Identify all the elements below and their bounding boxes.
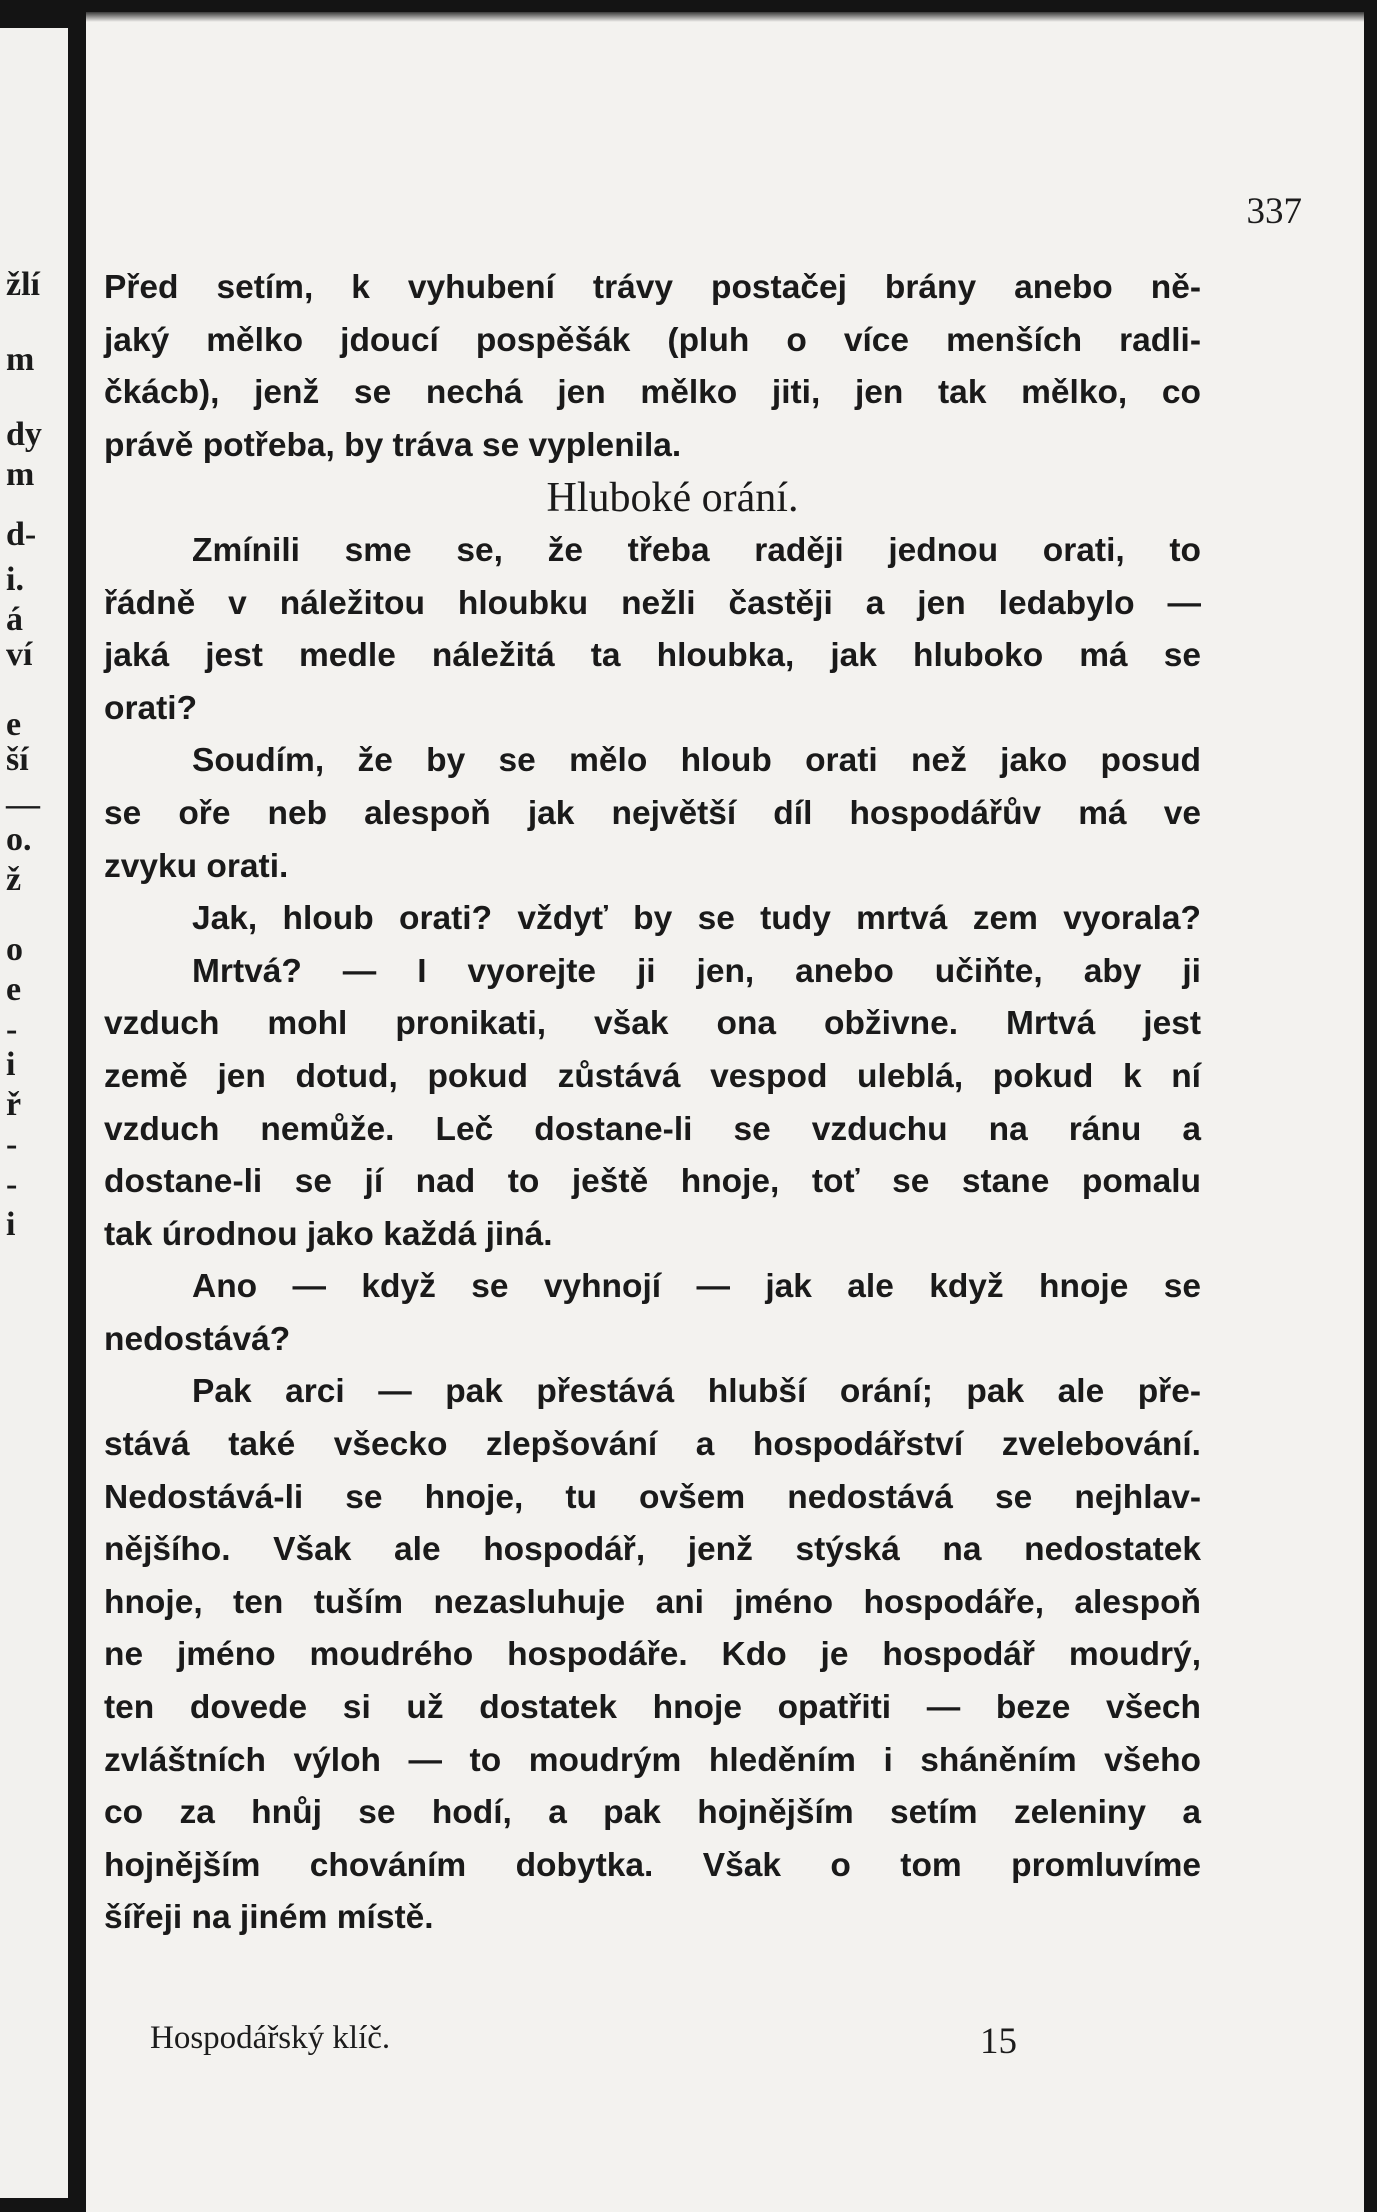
text-line: dostane-li se jí nad to ještě hnoje, toť se stane pomalu xyxy=(104,1163,1201,1201)
text-line: právě potřeba, by tráva se vyplenila. xyxy=(104,426,682,464)
left-page-edge-fragment: e xyxy=(6,971,22,1008)
text-line: Nedostává-li se hnoje, tu ovšem nedostává se nejhlav- xyxy=(104,1478,1201,1516)
left-page-edge-fragment: i xyxy=(6,1046,16,1083)
text-line: Jak, hloub orati? vždyť by se tudy mrtvá zem vyorala? xyxy=(192,900,1201,938)
left-page-edge-fragment: i. xyxy=(6,561,24,598)
left-page-edge-fragment: dy xyxy=(6,416,42,453)
text-line: Pak arci — pak přestává hlubší orání; pak ale pře- xyxy=(192,1373,1201,1411)
text-line: orati? xyxy=(104,689,198,727)
left-page-edge-fragment: - xyxy=(6,1011,18,1048)
left-page-edge-fragment: i xyxy=(6,1206,16,1243)
page-number: 337 xyxy=(1246,191,1302,232)
left-page-edge-fragment: - xyxy=(6,1166,18,1203)
text-line: země jen dotud, pokud zůstává vespod uleblá, pokud k ní xyxy=(104,1057,1201,1095)
text-line: nedostává? xyxy=(104,1320,291,1358)
text-line: hnoje, ten tuším nezasluhuje ani jméno hospodáře, alespoň xyxy=(104,1583,1201,1621)
left-page-edge-fragment: m xyxy=(6,456,35,493)
text-line: ten dovede si už dostatek hnoje opatřiti — beze všech xyxy=(104,1689,1201,1727)
text-line: Zmínili sme se, že třeba raději jednou orati, to xyxy=(192,531,1201,569)
text-line: Soudím, že by se mělo hloub orati než jako posud xyxy=(192,742,1201,780)
text-line: jaká jest medle náležitá ta hloubka, jak hluboko má se xyxy=(104,637,1201,675)
left-page-edge-fragment: m xyxy=(6,341,35,378)
left-page-edge-fragment: d- xyxy=(6,516,37,553)
left-page-edge-fragment: ví xyxy=(6,636,33,673)
text-line: Mrtvá? — I vyorejte ji jen, anebo učiňte, aby ji xyxy=(192,952,1201,990)
text-line: čkácb), jenž se nechá jen mělko jiti, jen tak mělko, co xyxy=(104,374,1201,412)
text-line: nějšího. Však ale hospodář, jenž stýská na nedostatek xyxy=(104,1531,1201,1569)
left-page-edge-fragment: o. xyxy=(6,821,32,858)
footer-book-title: Hospodářský klíč. xyxy=(150,2020,391,2056)
text-line: zvyku orati. xyxy=(104,847,289,885)
text-line: řádně v náležitou hloubku nežli častěji a jen ledabylo — xyxy=(104,584,1201,622)
left-page-edge xyxy=(0,28,68,2198)
body-text xyxy=(104,262,1201,1945)
left-page-edge-fragment: e xyxy=(6,706,22,743)
text-line: hojnějším chováním dobytka. Však o tom promluvíme xyxy=(104,1846,1201,1884)
text-line: zvláštních výloh — to moudrým hleděním i sháněním všeho xyxy=(104,1741,1201,1779)
text-line: co za hnůj se hodí, a pak hojnějším setím zeleniny a xyxy=(104,1794,1201,1832)
text-line: se oře neb alespoň jak největší díl hospodářův má ve xyxy=(104,794,1201,832)
left-page-edge-fragment: - xyxy=(6,1126,18,1163)
left-page-edge-fragment: ší xyxy=(6,741,29,778)
text-line: jaký mělko jdoucí pospěšák (pluh o více menších radli- xyxy=(104,321,1201,359)
section-heading: Hluboké orání. xyxy=(546,475,799,522)
left-page-edge-fragment: o xyxy=(6,931,23,968)
left-page-edge-fragment: á xyxy=(6,601,23,638)
text-line: šířeji na jiném místě. xyxy=(104,1899,434,1937)
text-line: tak úrodnou jako každá jiná. xyxy=(104,1215,553,1253)
left-page-edge-fragment: ž xyxy=(6,861,22,898)
text-line: Ano — když se vyhnojí — jak ale když hnoje se xyxy=(192,1268,1201,1306)
left-page-edge-fragment: žlí xyxy=(6,266,40,303)
left-page-edge-fragment: — xyxy=(6,786,40,823)
text-line: vzduch nemůže. Leč dostane-li se vzduchu na ránu a xyxy=(104,1110,1201,1148)
signature-mark: 15 xyxy=(980,2021,1017,2062)
left-page-edge-fragment: ř xyxy=(6,1086,22,1123)
text-line: Před setím, k vyhubení trávy postačej brány anebo ně- xyxy=(104,269,1201,306)
text-line: vzduch mohl pronikati, však ona obživne. Mrtvá jest xyxy=(104,1005,1201,1043)
text-line: ne jméno moudrého hospodáře. Kdo je hospodář moudrý, xyxy=(104,1636,1201,1674)
book-page xyxy=(86,12,1364,2212)
text-line: stává také všecko zlepšování a hospodářství zvelebování. xyxy=(104,1426,1201,1464)
